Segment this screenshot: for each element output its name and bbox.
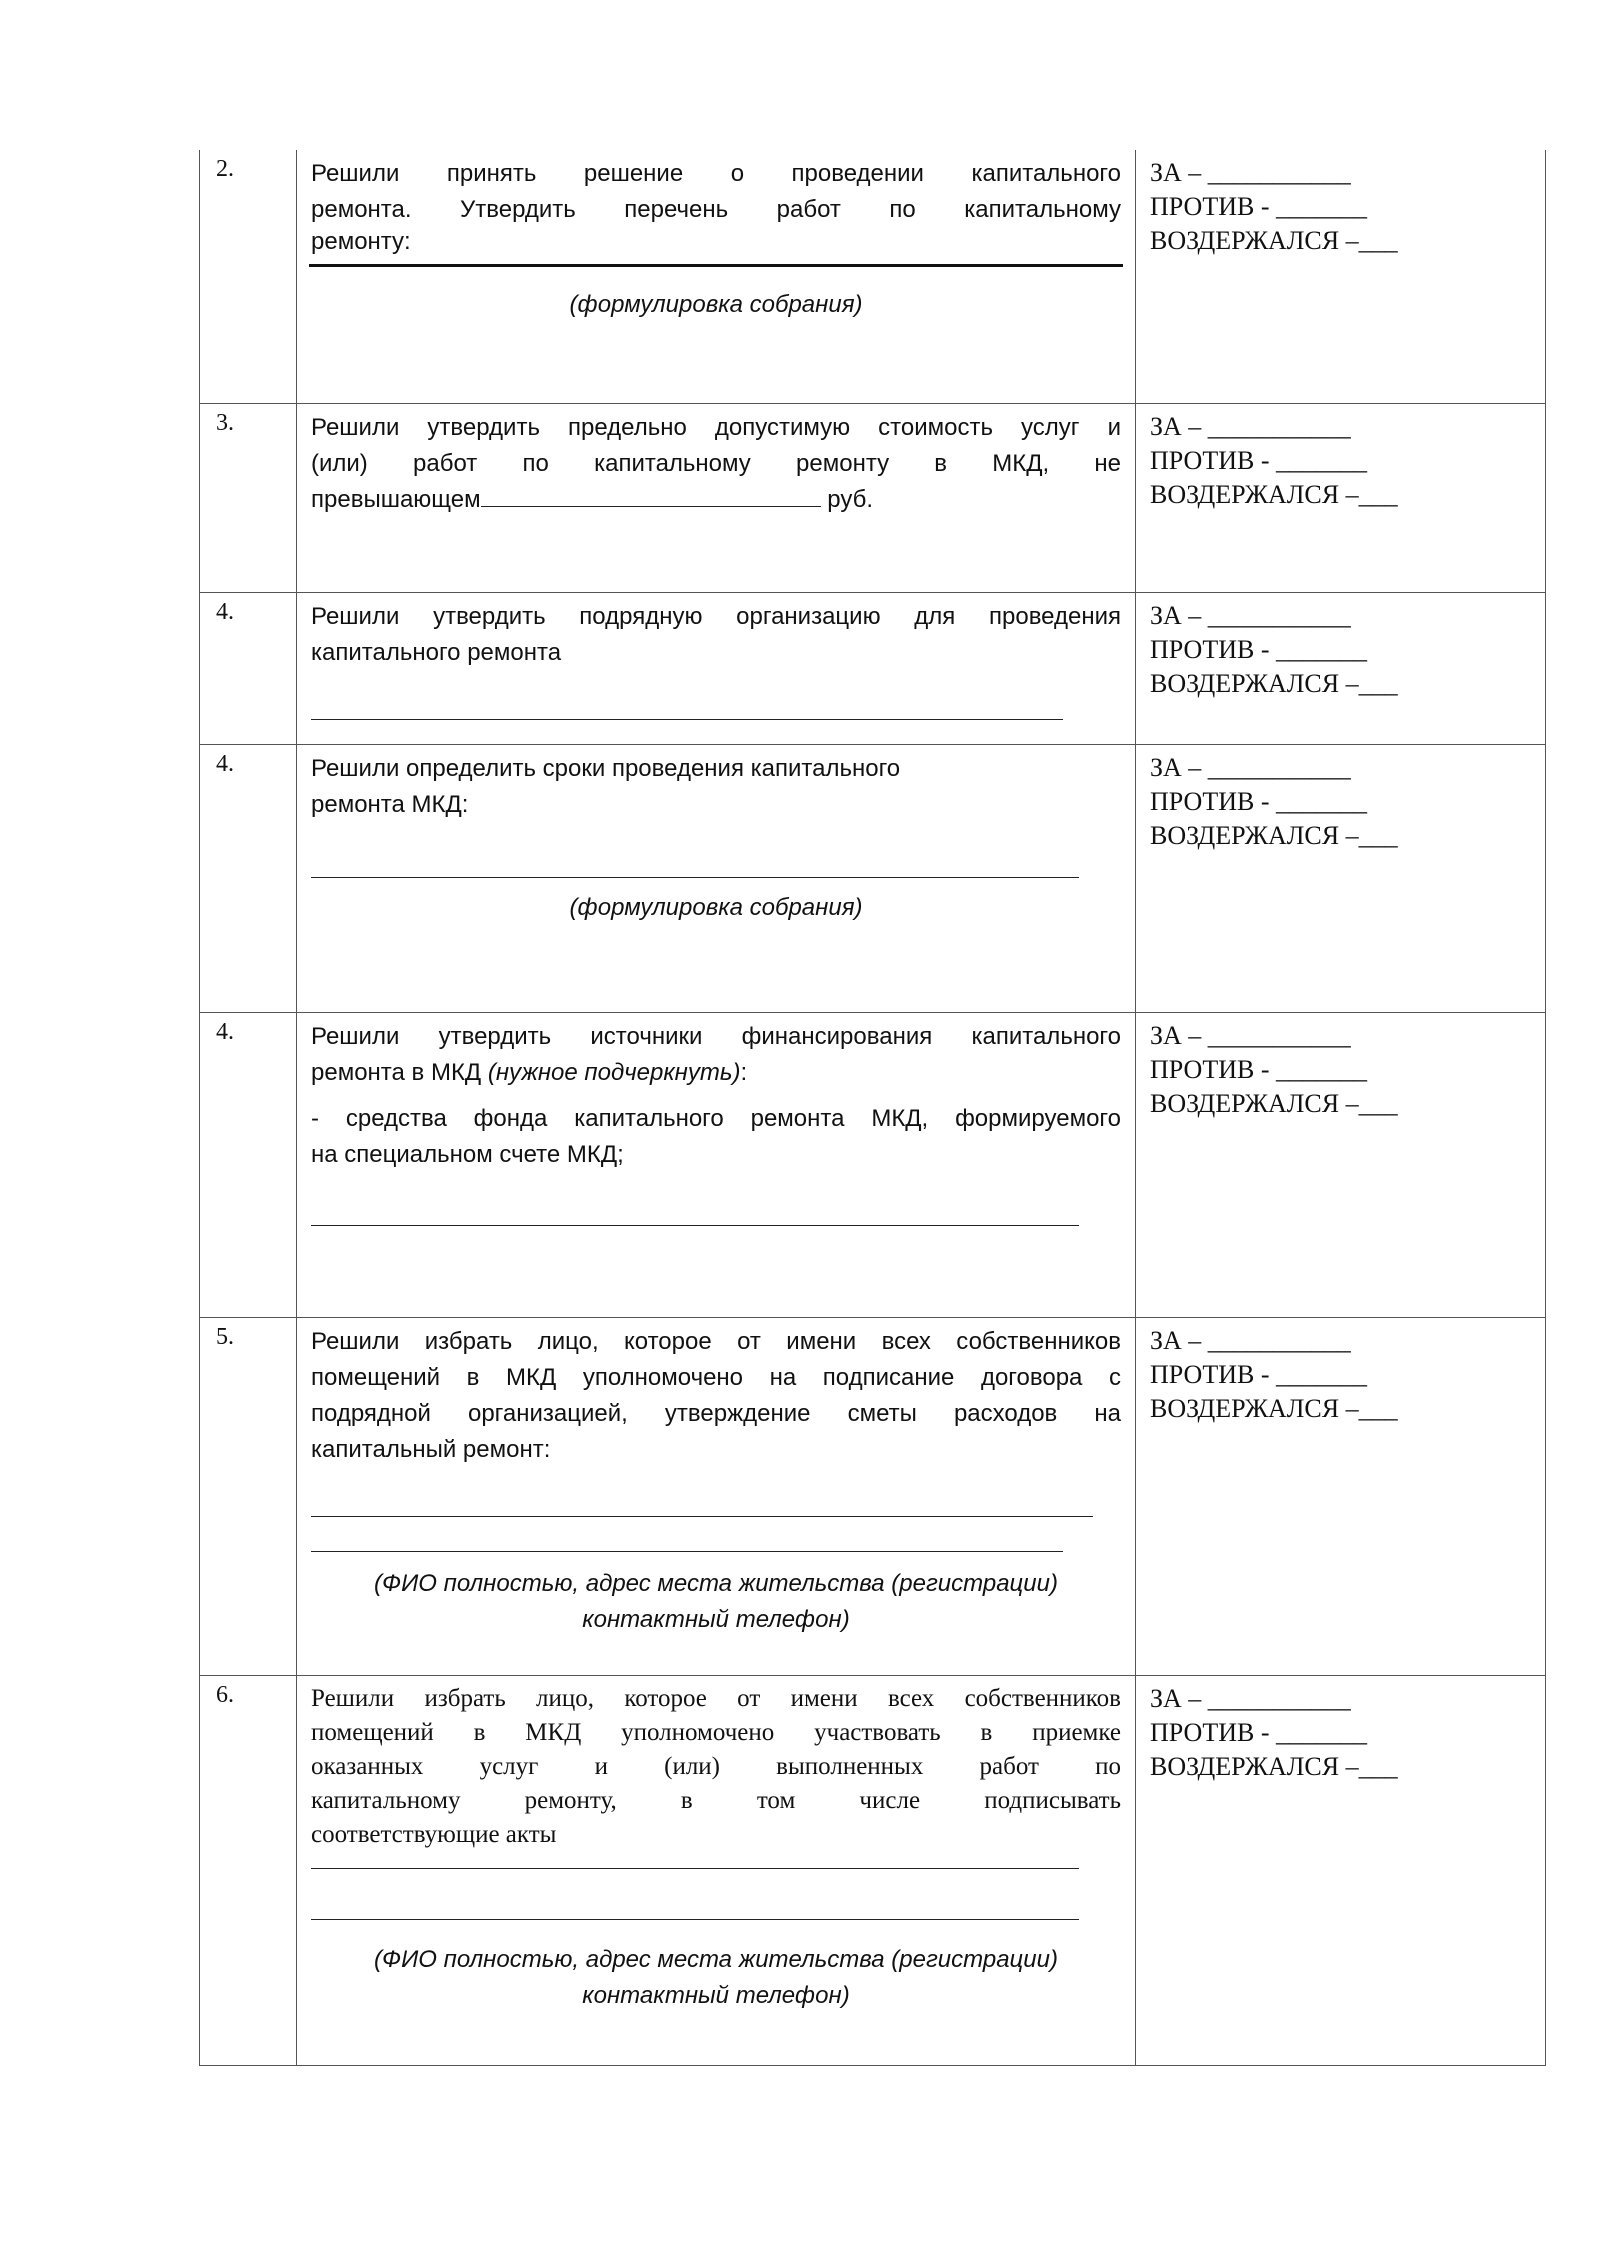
decision-cell: [297, 1012, 1136, 1317]
note-text: контактный телефон): [582, 1981, 850, 2009]
decision-text-line: [311, 1055, 1121, 1091]
vote-cell: [1136, 403, 1546, 592]
vote-cell: [1136, 150, 1546, 403]
decision-cell: [297, 1675, 1136, 2065]
decision-text-line[interactable]: - средства фонда капитального ремонта МКД, формируемого: [311, 1104, 1121, 1132]
decision-text-line: ремонту:: [311, 228, 411, 255]
vote-abstain[interactable]: ВОЗДЕРЖАЛСЯ –___: [1150, 1393, 1398, 1423]
decision-text-line: Решили утвердить подрядную организацию для проведения: [311, 602, 1121, 630]
note-text: (ФИО полностью, адрес места жительства (регистрации): [374, 1945, 1058, 1973]
vote-for[interactable]: ЗА – ___________: [1150, 600, 1351, 630]
note-text: контактный телефон): [582, 1605, 850, 1633]
decision-text-line: Решили утвердить источники финансирования капитального: [311, 1022, 1121, 1050]
decision-cell: [297, 1317, 1136, 1675]
item-number: 2.: [200, 150, 297, 403]
decision-text-line: ремонта. Утвердить перечень работ по капитальному: [311, 196, 1121, 223]
decision-text-line: [311, 482, 1121, 518]
decision-cell: [297, 403, 1136, 592]
decision-text-line: капитального ремонта: [311, 638, 562, 666]
vote-for[interactable]: ЗА – ___________: [1150, 158, 1351, 187]
fill-in-line[interactable]: [311, 1551, 1063, 1552]
vote-abstain[interactable]: ВОЗДЕРЖАЛСЯ –___: [1150, 226, 1398, 255]
decision-text-line: Решили принять решение о проведении капитального: [311, 160, 1121, 187]
vote-against[interactable]: ПРОТИВ - _______: [1150, 1717, 1367, 1747]
vote-abstain[interactable]: ВОЗДЕРЖАЛСЯ –___: [1150, 1088, 1398, 1118]
item-number: 4.: [200, 744, 297, 1012]
decision-text-line: ремонта МКД:: [311, 790, 469, 818]
table-row: [200, 744, 1546, 1012]
item-number: 4.: [200, 592, 297, 744]
decisions-table: [199, 150, 1546, 2066]
vote-for[interactable]: ЗА – ___________: [1150, 1020, 1351, 1050]
item-number: 4.: [200, 1012, 297, 1317]
item-number: 3.: [200, 403, 297, 592]
vote-against[interactable]: ПРОТИВ - _______: [1150, 786, 1367, 816]
fill-in-line[interactable]: [311, 1868, 1079, 1869]
decision-text-line: подрядной организацией, утверждение сметы расходов на: [311, 1399, 1121, 1427]
fill-in-line[interactable]: [311, 877, 1079, 878]
vote-cell: [1136, 744, 1546, 1012]
vote-against[interactable]: ПРОТИВ - _______: [1150, 1359, 1367, 1389]
note-text: (формулировка собрания): [569, 291, 863, 318]
decision-text-line: соответствующие акты: [311, 1820, 557, 1848]
vote-cell: [1136, 1675, 1546, 2065]
decision-text-line: помещений в МКД уполномочено на подписание договора с: [311, 1363, 1121, 1391]
vote-abstain[interactable]: ВОЗДЕРЖАЛСЯ –___: [1150, 1751, 1398, 1781]
table-row: [200, 403, 1546, 592]
vote-cell: [1136, 1012, 1546, 1317]
decision-text-line: капитальный ремонт:: [311, 1435, 551, 1463]
decision-text-line[interactable]: на специальном счете МКД;: [311, 1140, 624, 1168]
vote-for[interactable]: ЗА – ___________: [1150, 1683, 1351, 1713]
table-row: [200, 1012, 1546, 1317]
table-row: [200, 1675, 1546, 2065]
fill-in-line[interactable]: [311, 1225, 1079, 1226]
fill-in-line[interactable]: [311, 719, 1063, 720]
decision-text: ремонта в МКД: [311, 1058, 488, 1086]
vote-against[interactable]: ПРОТИВ - _______: [1150, 634, 1367, 664]
vote-against[interactable]: ПРОТИВ - _______: [1150, 192, 1367, 221]
fill-in-line[interactable]: [311, 1516, 1093, 1517]
fill-in-line[interactable]: [311, 1919, 1079, 1920]
note-text: (формулировка собрания): [569, 893, 863, 921]
decision-text-italic: (нужное подчеркнуть): [487, 1058, 741, 1086]
vote-cell: [1136, 592, 1546, 744]
decision-text: руб.: [827, 485, 874, 513]
table-row: [200, 1317, 1546, 1675]
table-row: [200, 150, 1546, 403]
decision-text-line: Решили избрать лицо, которое от имени всех собственников: [311, 1684, 1121, 1712]
decision-text: превышающем: [311, 485, 481, 513]
vote-for[interactable]: ЗА – ___________: [1150, 752, 1351, 782]
decision-text-line: Решили утвердить предельно допустимую стоимость услуг и: [311, 413, 1121, 441]
vote-against[interactable]: ПРОТИВ - _______: [1150, 445, 1367, 475]
item-number: 6.: [200, 1675, 297, 2065]
decision-text-line: (или) работ по капитальному ремонту в МКД, не: [311, 449, 1121, 477]
decision-cell: [297, 744, 1136, 1012]
vote-for[interactable]: ЗА – ___________: [1150, 1325, 1351, 1355]
vote-against[interactable]: ПРОТИВ - _______: [1150, 1054, 1367, 1084]
vote-abstain[interactable]: ВОЗДЕРЖАЛСЯ –___: [1150, 479, 1398, 509]
item-number: 5.: [200, 1317, 297, 1675]
vote-cell: [1136, 1317, 1546, 1675]
vote-for[interactable]: ЗА – ___________: [1150, 411, 1351, 441]
decision-cell: [297, 592, 1136, 744]
amount-fill-in[interactable]: [481, 484, 821, 507]
decision-text-line: Решили избрать лицо, которое от имени всех собственников: [311, 1327, 1121, 1355]
fill-in-line[interactable]: [309, 264, 1123, 267]
decision-text: :: [740, 1058, 748, 1086]
note-text: (ФИО полностью, адрес места жительства (регистрации): [374, 1569, 1058, 1597]
decision-text-line: Решили определить сроки проведения капитального: [311, 754, 901, 782]
decision-text-line: помещений в МКД уполномочено участвовать в приемке: [311, 1718, 1121, 1746]
vote-abstain[interactable]: ВОЗДЕРЖАЛСЯ –___: [1150, 668, 1398, 698]
table-row: [200, 592, 1546, 744]
decision-cell: [297, 150, 1136, 403]
decision-text-line: оказанных услуг и (или) выполненных работ по: [311, 1752, 1121, 1780]
vote-abstain[interactable]: ВОЗДЕРЖАЛСЯ –___: [1150, 820, 1398, 850]
decision-text-line: капитальному ремонту, в том числе подписывать: [311, 1786, 1121, 1814]
